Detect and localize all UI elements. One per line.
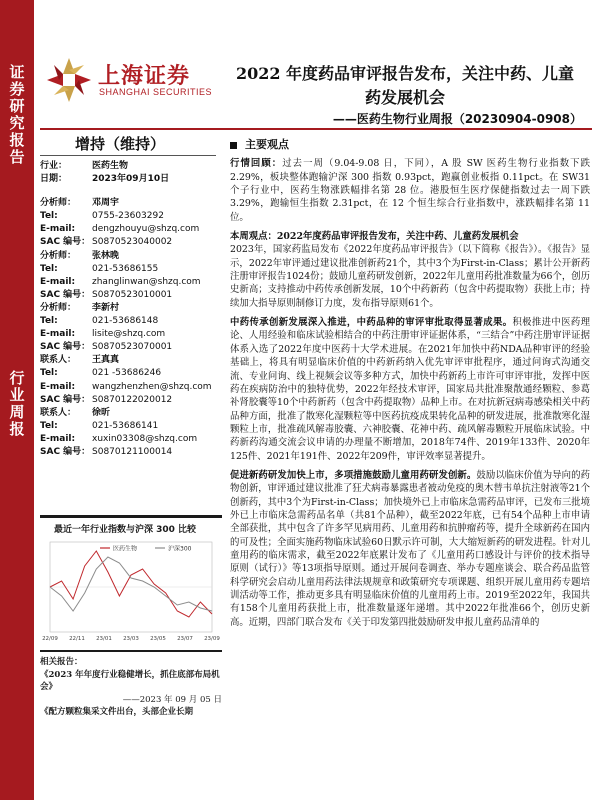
related-item[interactable]: 《配方颗粒集采文件出台，头部企业长期 (40, 707, 194, 717)
analyst-name-row: 分析师： 李新村 (40, 302, 120, 313)
brand-name-cn: 上海证券 (98, 64, 191, 89)
related-item-date: ——2023 年 09 月 05 日 (122, 694, 222, 705)
rating-divider (40, 155, 216, 156)
related-label: 相关报告： (40, 657, 83, 667)
report-title: 2022 年度药品审评报告发布，关注中药、儿童药发展机会 (235, 64, 575, 107)
chart-plot (40, 536, 222, 646)
contact-email-row: E-mail: xuxin03308@shzq.com (40, 433, 198, 444)
chart-x-tick-label: 22/09 (42, 636, 58, 642)
contact-sac-row: SAC 编号： S0870122020012 (40, 394, 173, 405)
report-subtitle: ——医药生物行业周报（20230904-0908） (332, 112, 582, 126)
analyst-email-row: E-mail: lisite@shzq.com (40, 329, 166, 340)
contact-name-row: 联系人： 徐昕 (40, 407, 111, 418)
analyst-tel-row: Tel: 021-53686155 (40, 263, 159, 274)
chart-x-tick-label: 23/03 (123, 636, 139, 642)
analyst-email-row: E-mail: dengzhouyu@shzq.com (40, 224, 200, 235)
chart-x-tick-label: 23/01 (96, 636, 112, 642)
paragraph-weekly-view: 本周观点：2022年度药品审评报告发布，关注中药、儿童药发展机会 2023年，国家药监局发布《2022年度药品审评报告》（以下简称《报告》）。《报告》显示，2022年审评通过建议批准创新药21个，其中3个为First-in-Class；累计公开新药注册审评报告1024份；鼓励儿童药研发创新，2022年儿童用药批准数量为66个，创历史新高；支持推动中药传承创新发展，10个中药新药（包含中药提取物）获批上市；持续加大指导原则制修订力度，发布指导原则61个。 (230, 231, 590, 309)
related-reports (40, 650, 222, 719)
analyst-email-row: E-mail: zhanglinwan@shzq.com (40, 276, 201, 287)
chart-legend-label: 沪深300 (168, 545, 192, 553)
analyst-tel-row: Tel: 0755-23603292 (40, 211, 164, 222)
contact-tel-row: Tel: 021-53686141 (40, 420, 159, 431)
section-heading: 主要观点 (230, 138, 590, 151)
brand-name-en: SHANGHAI SECURITIES (99, 87, 213, 97)
chart-series-line-1 (50, 557, 212, 611)
chart-x-tick-label: 23/05 (150, 636, 166, 642)
paragraph-market-review: 行情回顾：过去一周（9.04-9.08 日，下同），A 股 SW 医药生物行业指数下跌 2.29%，板块整体跑输沪深 300 指数 0.93pct，跑赢创业板指 0.11pct。在 SW31 个子行业中，医药生物涨跌幅排名第 28 位。港股恒生医疗保健指数过去一周下跌 3.29%，跑输恒生指数 2.31pct，在 12 个恒生综合行业指数中，涨跌幅排名第 11 位。 (230, 158, 590, 223)
chart-series-line-0 (50, 551, 212, 617)
date-row: 日期： 2023年09月10日 (40, 174, 170, 185)
industry-row: 行业： 医药生物 (40, 161, 129, 171)
main-summary (230, 138, 590, 635)
analyst-info (40, 160, 220, 459)
rating: 增持（维持） (75, 135, 166, 153)
contact-email-row: E-mail: wangzhenzhen@shzq.com (40, 381, 212, 392)
chart-x-tick-label: 23/07 (177, 636, 193, 642)
analyst-name-row: 分析师： 邓周宇 (40, 198, 120, 209)
chart-x-tick-label: 23/09 (204, 636, 220, 642)
logo-mark-icon (44, 55, 94, 105)
related-item[interactable]: 《2023 年年度行业稳健增长，抓住底部布局机会》 (40, 669, 220, 692)
contact-name-row: 联系人： 王真真 (40, 355, 120, 366)
brand-logo (44, 55, 219, 105)
analyst-tel-row: Tel: 021-53686148 (40, 316, 159, 327)
header-divider (40, 128, 592, 130)
analyst-name-row: 分析师： 张林晚 (40, 250, 120, 261)
contact-tel-row: Tel: 021 -53686246 (40, 368, 162, 379)
paragraph-pediatric: 促进新药研发加快上市，多项措施鼓励儿童用药研发创新。鼓励以临床价值为导向的药物创新，审评通过建议批准了狂犬病毒暴露患者被动免疫的奥木替韦单抗注射液等21个创新药，其中3个为First-in-Class；加快境外已上市临床急需药品审评，已发布三批境外已上市临床急需药品名单（共81个品种），截至2022年底，已有54个品种上市申请全部获批，其中包含了许多罕见病用药、儿童用药和抗肿瘤药等，提升全球新药在国内的可及性；全面实施药物临床试验60日默示许可制，大大缩短新药的研发进程。针对儿童用药的临床需求，截至2022年底累计发布了《儿童用药口感设计与评价的技术指导原则（试行）》等13项指导原则。通过开展问卷调查、举办专题座谈会、联合药品监管科学研究会启动儿童用药法律法规规章和政策研究专项课题、组织开展儿童用药专题培训活动等工作，推动更多具有明显临床价值的儿童用药上市。2019至2022年，我国共有158个儿童用药获批上市，批准数量逐年递增。其中2022年批准66个，创历史新高。近期，四部门联合发布《关于印发第四批鼓励研发申报儿童药品清单的 (230, 469, 590, 628)
side-label-research-report: 证 券 研 究 报 告 (9, 63, 25, 166)
paragraph-tcm: 中药传承创新发展深入推进，中药品种的审评审批取得显著成果。积极推进中医药理论、人用经验和临床试验相结合的中药注册审评证据体系，“三结合”中药注册审评证据体系入选了2022年度中医药十大学术进展。在2021年加快中药NDA品种审评的经验基础上，将具有明显临床价值的中药新药纳入优先审评审批程序，通过问询式沟通交流、专业问询、线上视频会议等多种方式，加快中药新药上市许可审评审批，发挥中医药在疾病防治中的独特优势，2022年经技术审评，国家局共批准聚散通经颗粒、参葛补肾胶囊等10个中药新药（包含中药提取物）品种上市。在对抗新冠病毒感染相关中药品种方面，批准了散寒化湿颗粒等中医药抗疫成果转化品种的研发进展，批准散寒化湿颗粒上市，批准疏风解毒胶囊、六神胶囊、花神中药、疏风解毒颗粒开展临床试验。中药新药沟通交流会议申请的办理量不断增加，2018年74件、2019年133件、2020年125件、2021年191件、2022年209件，审评效率显著提升。 (230, 317, 590, 462)
index-comparison-chart (40, 515, 222, 645)
chart-x-tick-label: 22/11 (69, 636, 85, 642)
square-bullet-icon (230, 142, 237, 149)
chart-legend-label: 医药生物 (113, 545, 138, 553)
side-label-weekly: 行 业 周 报 (9, 369, 25, 438)
chart-title: 最近一年行业指数与沪深 300 比较 (54, 525, 197, 535)
analyst-sac-row: SAC 编号： S0870523070001 (40, 342, 173, 353)
contact-sac-row: SAC 编号： S0870121100014 (40, 446, 173, 457)
analyst-sac-row: SAC 编号： S0870523010001 (40, 289, 173, 300)
analyst-sac-row: SAC 编号： S0870523040002 (40, 237, 173, 248)
